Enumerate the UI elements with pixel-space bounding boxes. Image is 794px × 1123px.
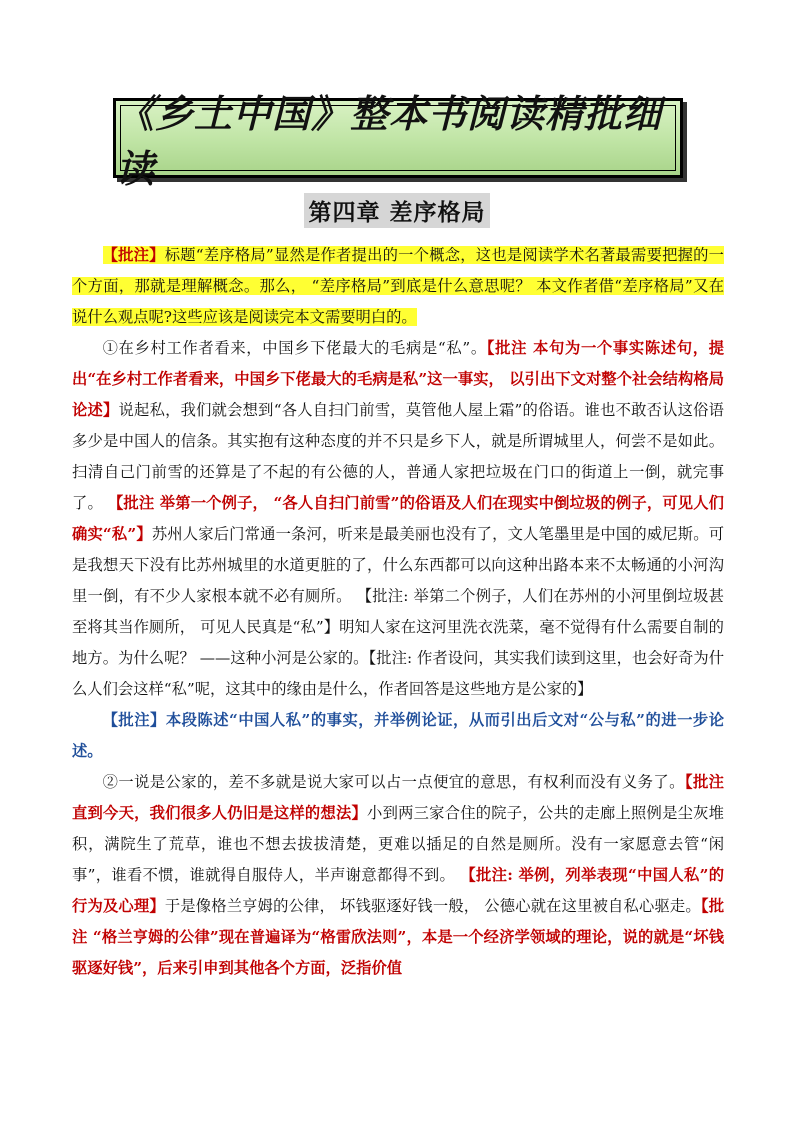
- chapter-title: 第四章 差序格局: [304, 193, 489, 228]
- p1-note-4: 【批注: 作者设问，其实我们读到这里，也会好奇为什么人们会这样“私”呢，这其中的缘由是什么，作者回答是这些地方是公家的】: [72, 649, 724, 698]
- p2-text-3: 于是像格兰亨姆的公律， 坏钱驱逐好钱一般， 公德心就在这里被自私心驱走。: [164, 897, 701, 915]
- paragraph-1: [72, 333, 724, 705]
- p2-text-1: ②一说是公家的，差不多就是说大家可以占一点便宜的意思，有权利而没有义务了。: [102, 773, 685, 791]
- summary-text: 本段陈述“中国人私”的事实，并举例论证，从而引出后文对“公与私”的进一步论述。: [72, 711, 724, 760]
- p1-note-1: 【批注 本句为一个事实陈述句，提出“在乡村工作者看来，中国乡下佬最大的毛病是私”这一事实， 以引出下文对整个社会结构格局论述】: [72, 339, 724, 419]
- p1-text-2: 说起私，我们就会想到“各人自扫门前雪，莫管他人屋上霜”的俗语。谁也不敢否认这俗语多少是中国人的信条。其实抱有这种态度的并不只是乡下人，就是所谓城里人，何尝不是如此。扫清自己门前雪的还算是了不起的有公德的人，普通人家把垃圾在门口的街道上一倒，就完事了。: [72, 401, 724, 512]
- intro-tag: 【批注】: [102, 246, 165, 264]
- p2-note-1: 【批注 直到今天，我们很多人仍旧是这样的想法】: [72, 773, 724, 822]
- p1-text-4: 明知人家在这河里洗衣洗菜，毫不觉得有什么需要自制的地方。为什么呢？ ——这种小河是公家的。: [72, 618, 724, 667]
- p1-note-2: 【批注 举第一个例子， “各人自扫门前雪”的俗语及人们在现实中倒垃圾的例子，可见人们确实“私”】: [72, 494, 724, 543]
- summary-annotation: [72, 705, 724, 767]
- title-banner: [113, 92, 683, 191]
- banner-title: 《乡土中国》整本书阅读精批细读: [116, 92, 663, 191]
- p1-text-3: 苏州人家后门常通一条河，听来是最美丽也没有了，文人笔墨里是中国的威尼斯。可是我想天下没有比苏州城里的水道更脏的了，什么东西都可以向这种出路本来不太畅通的小河沟里一倒，有不少人家根本就不必有厕所。: [72, 525, 724, 605]
- intro-annotation: [72, 240, 724, 333]
- paragraph-2: [72, 767, 724, 984]
- p1-note-3: 【批注: 举第二个例子，人们在苏州的小河里倒垃圾甚至将其当作厕所， 可见人民真是“私”】: [72, 587, 724, 636]
- p1-text-1: ①在乡村工作者看来，中国乡下佬最大的毛病是“私”。: [102, 339, 487, 357]
- document-body: [72, 240, 724, 984]
- chapter-heading: [0, 193, 794, 228]
- summary-tag: 【批注】: [102, 711, 166, 729]
- intro-text: 标题“差序格局”显然是作者提出的一个概念，这也是阅读学术名著最需要把握的一个方面，那就是理解概念。那么， “差序格局”到底是什么意思呢？ 本文作者借“差序格局”又在说什么观点呢?这些应该是阅读完本文需要明白的。: [72, 246, 724, 326]
- p2-note-3: 【批注 “格兰亨姆的公律”现在普遍译为“格雷欣法则”，本是一个经济学领域的理论，说的就是“坏钱驱逐好钱”，后来引申到其他各个方面，泛指价值: [72, 897, 724, 977]
- p2-note-2: 【批注: 举例，列举表现“中国人私”的行为及心理】: [72, 866, 724, 915]
- p2-text-2: 小到两三家合住的院子，公共的走廊上照例是尘灰堆积，满院生了荒草，谁也不想去拔拔清楚，更难以插足的自然是厕所。没有一家愿意去管“闲事”，谁看不惯，谁就得自服侍人，半声谢意都得不到。: [72, 804, 724, 884]
